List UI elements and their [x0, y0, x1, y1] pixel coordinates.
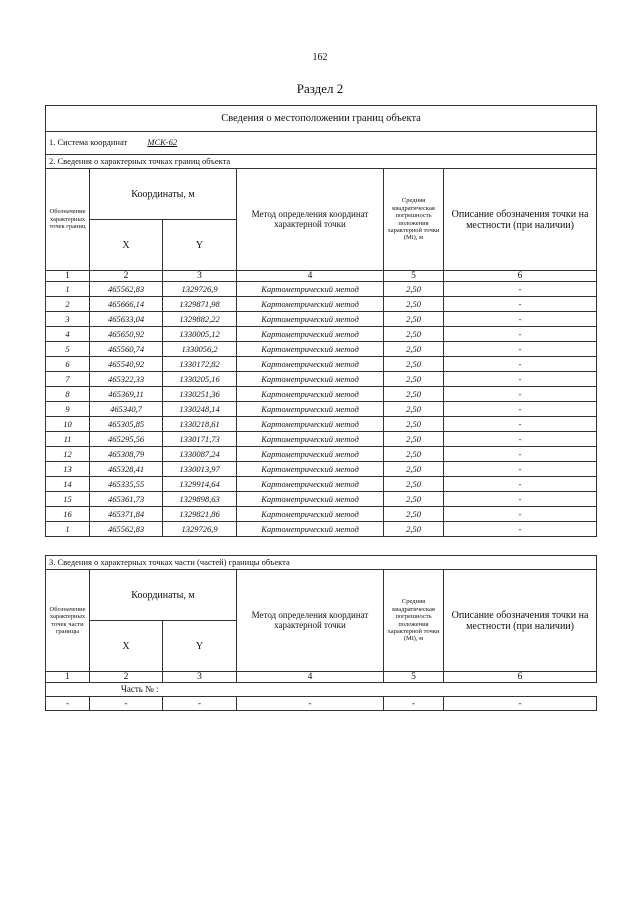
cell-method: Картометрический метод — [237, 387, 384, 402]
column-number: 4 — [237, 672, 384, 683]
page-number: 162 — [312, 52, 328, 63]
part-header-description: Описание обозначения точки на местности (при наличии) — [444, 570, 597, 672]
part-header-method: Метод определения координат характерной точки — [237, 570, 384, 672]
cell-coord-x: 465361,73 — [90, 492, 163, 507]
cell-method: Картометрический метод — [237, 477, 384, 492]
cell-coord-x: 465340,7 — [90, 402, 163, 417]
cell-point-number: 6 — [46, 357, 90, 372]
cell-method: Картометрический метод — [237, 357, 384, 372]
section-title: Раздел 2 — [296, 81, 344, 96]
table-row — [46, 372, 597, 387]
part-header-x: X — [90, 621, 163, 672]
cell-point-number: 5 — [46, 342, 90, 357]
cell-coord-x: 465369,11 — [90, 387, 163, 402]
column-number: 2 — [90, 271, 163, 282]
cell-description: - — [444, 417, 597, 432]
part-empty-row — [46, 697, 597, 711]
cell-coord-x: 465335,55 — [90, 477, 163, 492]
cell-accuracy: 2,50 — [384, 507, 444, 522]
cell-coord-y: 1329726,9 — [163, 522, 237, 537]
cell-accuracy: 2,50 — [384, 342, 444, 357]
cell-accuracy: 2,50 — [384, 357, 444, 372]
table-row — [46, 312, 597, 327]
cell-description: - — [444, 522, 597, 537]
cell-point-number: 15 — [46, 492, 90, 507]
cell-coord-y: 1330218,61 — [163, 417, 237, 432]
cell-coord-y: 1330248,14 — [163, 402, 237, 417]
cell-method: Картометрический метод — [237, 402, 384, 417]
table-row — [46, 402, 597, 417]
cell-accuracy: 2,50 — [384, 387, 444, 402]
part-header-accuracy: Средняя квадратическая погрешность положения характерной точки (Mt), м — [384, 570, 444, 672]
cell-point-number: 16 — [46, 507, 90, 522]
table-row — [46, 342, 597, 357]
cell-coord-x: 465666,14 — [90, 297, 163, 312]
part-label: Часть № : — [46, 683, 597, 697]
cell-method: Картометрический метод — [237, 522, 384, 537]
part-header-y: Y — [163, 621, 237, 672]
cell-coord-y: 1330171,73 — [163, 432, 237, 447]
column-number: 3 — [163, 271, 237, 282]
table-row — [46, 522, 597, 537]
cell-point-number: 13 — [46, 462, 90, 477]
coord-system-value: МСК-62 — [147, 137, 178, 148]
column-number: 2 — [90, 672, 163, 683]
cell-point-number: 11 — [46, 432, 90, 447]
cell-method: Картометрический метод — [237, 447, 384, 462]
cell-description: - — [444, 507, 597, 522]
cell-accuracy: 2,50 — [384, 312, 444, 327]
cell-point-number: 1 — [46, 522, 90, 537]
table-cell: - — [237, 697, 384, 711]
cell-method: Картометрический метод — [237, 432, 384, 447]
cell-coord-x: 465371,84 — [90, 507, 163, 522]
cell-coord-y: 1330251,36 — [163, 387, 237, 402]
table-row — [46, 357, 597, 372]
cell-coord-x: 465562,83 — [90, 522, 163, 537]
table-cell: - — [163, 697, 237, 711]
cell-method: Картометрический метод — [237, 492, 384, 507]
cell-accuracy: 2,50 — [384, 297, 444, 312]
header-description: Описание обозначения точки на местности (при наличии) — [444, 169, 597, 271]
cell-point-number: 3 — [46, 312, 90, 327]
cell-accuracy: 2,50 — [384, 477, 444, 492]
cell-coord-y: 1330087,24 — [163, 447, 237, 462]
cell-description: - — [444, 357, 597, 372]
cell-coord-x: 465560,74 — [90, 342, 163, 357]
table-row — [46, 417, 597, 432]
table-row — [46, 477, 597, 492]
cell-accuracy: 2,50 — [384, 462, 444, 477]
cell-coord-y: 1330056,2 — [163, 342, 237, 357]
table-row — [46, 462, 597, 477]
table-row — [46, 327, 597, 342]
cell-coord-y: 1330013,97 — [163, 462, 237, 477]
cell-method: Картометрический метод — [237, 327, 384, 342]
header-x: X — [90, 220, 163, 271]
cell-method: Картометрический метод — [237, 312, 384, 327]
cell-accuracy: 2,50 — [384, 432, 444, 447]
cell-method: Картометрический метод — [237, 372, 384, 387]
cell-coord-x: 465540,92 — [90, 357, 163, 372]
part-heading: 3. Сведения о характерных точках части (частей) границы объекта — [46, 556, 597, 570]
table-cell: - — [46, 697, 90, 711]
cell-accuracy: 2,50 — [384, 492, 444, 507]
cell-coord-x: 465562,83 — [90, 282, 163, 297]
cell-point-number: 8 — [46, 387, 90, 402]
part-header-point: Обозначение характерных точек части границы — [46, 570, 90, 672]
cell-point-number: 7 — [46, 372, 90, 387]
cell-method: Картометрический метод — [237, 342, 384, 357]
cell-description: - — [444, 477, 597, 492]
cell-coord-x: 465650,92 — [90, 327, 163, 342]
table-cell: - — [384, 697, 444, 711]
cell-coord-x: 465305,85 — [90, 417, 163, 432]
part-points-table — [45, 555, 597, 711]
cell-accuracy: 2,50 — [384, 327, 444, 342]
table-row — [46, 447, 597, 462]
cell-description: - — [444, 312, 597, 327]
cell-description: - — [444, 492, 597, 507]
cell-description: - — [444, 387, 597, 402]
column-numbers-row — [46, 271, 597, 282]
cell-coord-y: 1329898,63 — [163, 492, 237, 507]
cell-coord-y: 1329871,98 — [163, 297, 237, 312]
column-number: 5 — [384, 672, 444, 683]
table-cell: - — [90, 697, 163, 711]
cell-coord-y: 1329914,64 — [163, 477, 237, 492]
cell-method: Картометрический метод — [237, 462, 384, 477]
cell-description: - — [444, 462, 597, 477]
cell-accuracy: 2,50 — [384, 447, 444, 462]
cell-accuracy: 2,50 — [384, 402, 444, 417]
boundary-heading: 2. Сведения о характерных точках границ объекта — [46, 155, 597, 169]
cell-coord-x: 465633,04 — [90, 312, 163, 327]
cell-method: Картометрический метод — [237, 282, 384, 297]
coord-system-label: 1. Система координат — [49, 137, 128, 148]
table-row — [46, 507, 597, 522]
column-number: 1 — [46, 672, 90, 683]
cell-description: - — [444, 282, 597, 297]
cell-accuracy: 2,50 — [384, 372, 444, 387]
header-accuracy: Средняя квадратическая погрешность положения характерной точки (Mt), м — [384, 169, 444, 271]
cell-description: - — [444, 402, 597, 417]
cell-coord-x: 465328,41 — [90, 462, 163, 477]
cell-coord-y: 1330172,82 — [163, 357, 237, 372]
cell-coord-y: 1329882,22 — [163, 312, 237, 327]
cell-point-number: 9 — [46, 402, 90, 417]
cell-coord-y: 1329821,86 — [163, 507, 237, 522]
table-row — [46, 492, 597, 507]
cell-description: - — [444, 372, 597, 387]
cell-method: Картометрический метод — [237, 297, 384, 312]
column-number: 3 — [163, 672, 237, 683]
cell-coord-y: 1329726,9 — [163, 282, 237, 297]
cell-description: - — [444, 297, 597, 312]
cell-point-number: 4 — [46, 327, 90, 342]
coord-system-row — [46, 132, 597, 155]
boundary-points-table — [45, 105, 597, 537]
table-row — [46, 432, 597, 447]
cell-accuracy: 2,50 — [384, 417, 444, 432]
cell-accuracy: 2,50 — [384, 522, 444, 537]
cell-description: - — [444, 432, 597, 447]
cell-description: - — [444, 447, 597, 462]
header-point: Обозначение характерных точек границ — [46, 169, 90, 271]
cell-coord-x: 465322,33 — [90, 372, 163, 387]
cell-coord-x: 465295,56 — [90, 432, 163, 447]
table-row — [46, 297, 597, 312]
part-column-numbers-row — [46, 672, 597, 683]
cell-point-number: 1 — [46, 282, 90, 297]
table-cell: - — [444, 697, 597, 711]
column-number: 1 — [46, 271, 90, 282]
column-number: 5 — [384, 271, 444, 282]
part-header-coords: Координаты, м — [90, 570, 237, 621]
cell-point-number: 2 — [46, 297, 90, 312]
document-caption: Сведения о местоположении границ объекта — [46, 106, 597, 132]
column-number: 4 — [237, 271, 384, 282]
cell-point-number: 10 — [46, 417, 90, 432]
table-row — [46, 282, 597, 297]
header-y: Y — [163, 220, 237, 271]
column-number: 6 — [444, 271, 597, 282]
cell-accuracy: 2,50 — [384, 282, 444, 297]
cell-coord-y: 1330005,12 — [163, 327, 237, 342]
cell-method: Картометрический метод — [237, 507, 384, 522]
table-row — [46, 387, 597, 402]
header-method: Метод определения координат характерной точки — [237, 169, 384, 271]
header-coords: Координаты, м — [90, 169, 237, 220]
cell-point-number: 12 — [46, 447, 90, 462]
cell-coord-x: 465308,79 — [90, 447, 163, 462]
cell-method: Картометрический метод — [237, 417, 384, 432]
cell-description: - — [444, 342, 597, 357]
cell-point-number: 14 — [46, 477, 90, 492]
cell-description: - — [444, 327, 597, 342]
column-number: 6 — [444, 672, 597, 683]
cell-coord-y: 1330205,16 — [163, 372, 237, 387]
